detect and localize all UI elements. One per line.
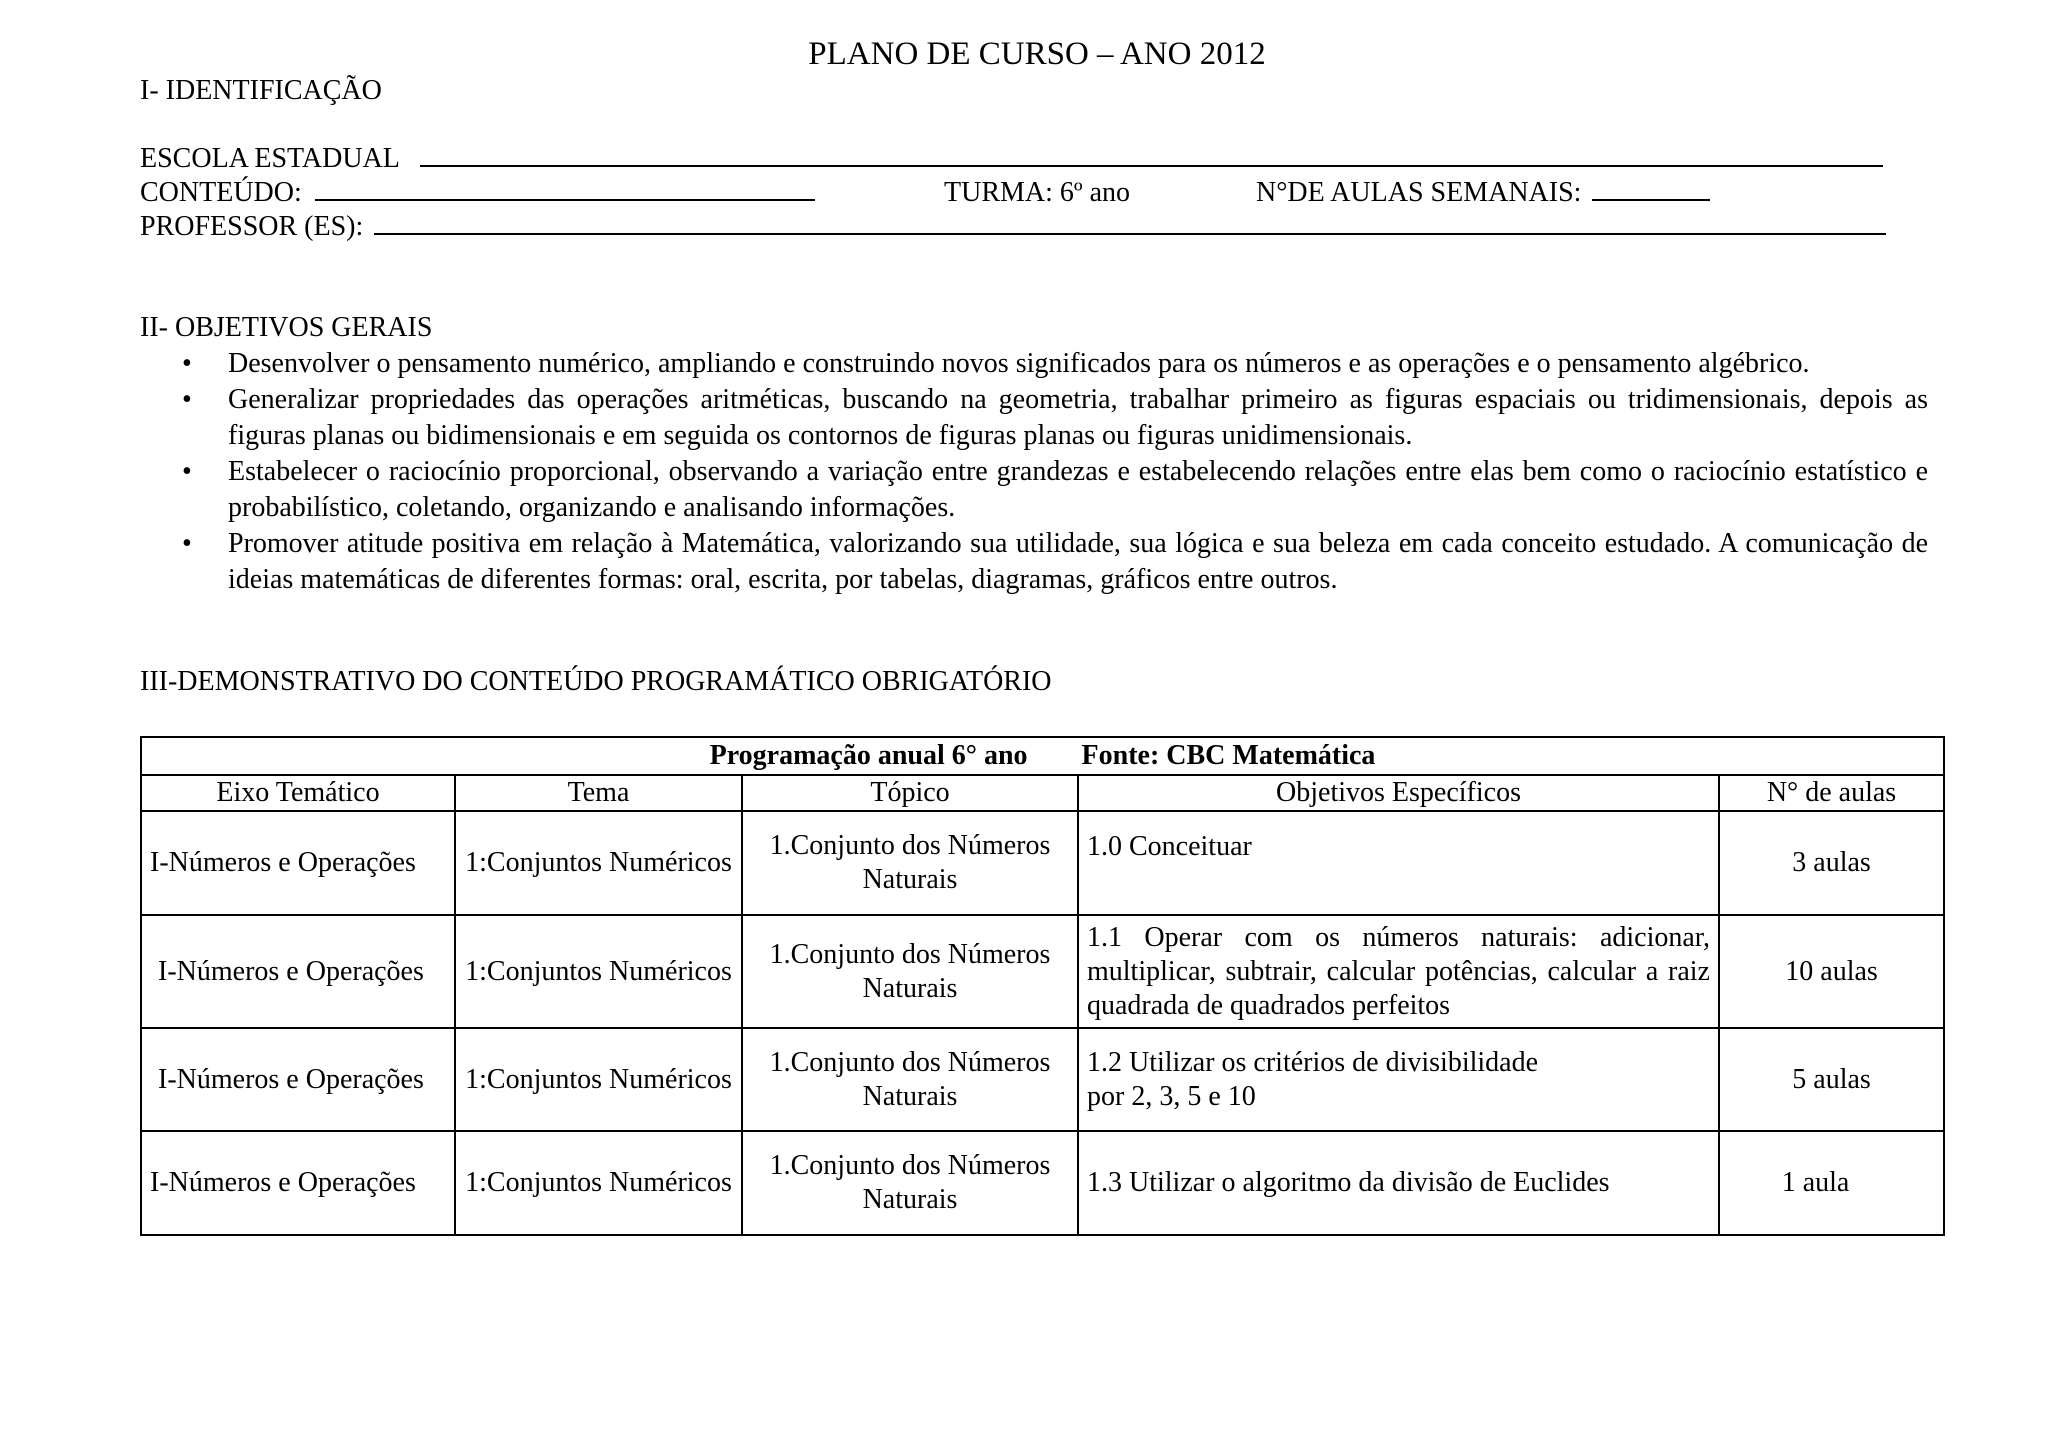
content-label: CONTEÚDO: (140, 177, 302, 208)
weekly-lessons-line (1256, 176, 1710, 210)
school-label: ESCOLA ESTADUAL (140, 143, 399, 174)
cell-topico: 1.Conjunto dos Números Naturais (742, 1131, 1078, 1235)
content-blank (315, 177, 815, 201)
column-header-topico: Tópico (742, 775, 1078, 811)
table-row (141, 1028, 1944, 1131)
bullet-icon: • (182, 348, 192, 379)
program-heading: III-DEMONSTRATIVO DO CONTEÚDO PROGRAMÁTICO OBRIGATÓRIO (140, 666, 1052, 697)
objetivo-line-1: 1.2 Utilizar os critérios de divisibilidade (1087, 1046, 1539, 1078)
column-header-eixo: Eixo Temático (141, 775, 455, 811)
school-blank (420, 143, 1883, 167)
cell-eixo: I-Números e Operações (141, 811, 455, 915)
cell-tema: 1:Conjuntos Numéricos (455, 1028, 742, 1131)
cell-objetivo: 1.1 Operar com os números naturais: adicionar, multiplicar, subtrair, calcular potências, calcular a raiz quadrada de quadrados perfeitos (1078, 915, 1719, 1028)
page-title: PLANO DE CURSO – ANO 2012 (808, 36, 1266, 72)
objetivo-line-2: por 2, 3, 5 e 10 (1087, 1080, 1256, 1112)
teacher-line (140, 210, 1886, 244)
identification-heading: I- IDENTIFICAÇÃO (140, 75, 382, 106)
table-row (141, 811, 1944, 915)
cell-tema: 1:Conjuntos Numéricos (455, 811, 742, 915)
school-line (140, 142, 1883, 176)
cell-eixo: I-Números e Operações (141, 1028, 455, 1131)
program-table (140, 736, 1945, 1236)
cell-aulas: 1 aula (1719, 1131, 1944, 1235)
cell-objetivo: 1.0 Conceituar (1078, 811, 1719, 915)
cell-tema: 1:Conjuntos Numéricos (455, 915, 742, 1028)
table-row (141, 1131, 1944, 1235)
objective-item: • Generalizar propriedades das operações aritméticas, buscando na geometria, trabalhar primeiro as figuras espaciais ou tridimensionais, depois as figuras planas ou bidimensionais e em seguida os contornos de figuras planas ou figuras unidimensionais. (182, 384, 1928, 451)
caption-source: Fonte: CBC Matemática (1081, 740, 1376, 771)
table-caption-row (141, 737, 1944, 775)
cell-objetivo: 1.3 Utilizar o algoritmo da divisão de Euclides (1078, 1131, 1719, 1235)
objective-item: • Estabelecer o raciocínio proporcional, observando a variação entre grandezas e estabelecendo relações entre elas bem como o raciocínio estatístico e probabilístico, coletando, organizando e analisando informações. (182, 456, 1928, 523)
cell-aulas: 3 aulas (1719, 811, 1944, 915)
bullet-icon: • (182, 528, 192, 559)
objectives-list (140, 346, 1928, 598)
objective-item: • Promover atitude positiva em relação à Matemática, valorizando sua utilidade, sua lógica e sua beleza em cada conceito estudado. A comunicação de ideias matemáticas de diferentes formas: oral, escrita, por tabelas, diagramas, gráficos entre outros. (182, 528, 1928, 595)
cell-topico: 1.Conjunto dos Números Naturais (742, 811, 1078, 915)
cell-topico: 1.Conjunto dos Números Naturais (742, 915, 1078, 1028)
column-header-objetivos: Objetivos Específicos (1078, 775, 1719, 811)
content-line (140, 176, 815, 210)
class-label: TURMA: 6º ano (944, 177, 1131, 208)
weekly-lessons-label: N°DE AULAS SEMANAIS: (1256, 177, 1582, 208)
column-header-tema: Tema (455, 775, 742, 811)
cell-eixo: I-Números e Operações (141, 1131, 455, 1235)
table-row (141, 915, 1944, 1028)
cell-aulas: 5 aulas (1719, 1028, 1944, 1131)
table-caption (141, 737, 1944, 775)
objective-item: • Desenvolver o pensamento numérico, ampliando e construindo novos significados para os números e as operações e o pensamento algébrico. (228, 346, 1928, 382)
objectives-heading: II- OBJETIVOS GERAIS (140, 312, 433, 343)
weekly-lessons-blank (1592, 177, 1710, 201)
column-header-aulas: N° de aulas (1719, 775, 1944, 811)
teacher-label: PROFESSOR (ES): (140, 211, 364, 242)
cell-eixo: I-Números e Operações (141, 915, 455, 1028)
cell-objetivo (1078, 1028, 1719, 1131)
bullet-icon: • (182, 384, 192, 415)
cell-aulas: 10 aulas (1719, 915, 1944, 1028)
teacher-blank (374, 211, 1886, 235)
cell-tema: 1:Conjuntos Numéricos (455, 1131, 742, 1235)
caption-program: Programação anual 6° ano (709, 740, 1028, 771)
cell-topico: 1.Conjunto dos Números Naturais (742, 1028, 1078, 1131)
bullet-icon: • (182, 456, 192, 487)
table-header-row (141, 775, 1944, 811)
